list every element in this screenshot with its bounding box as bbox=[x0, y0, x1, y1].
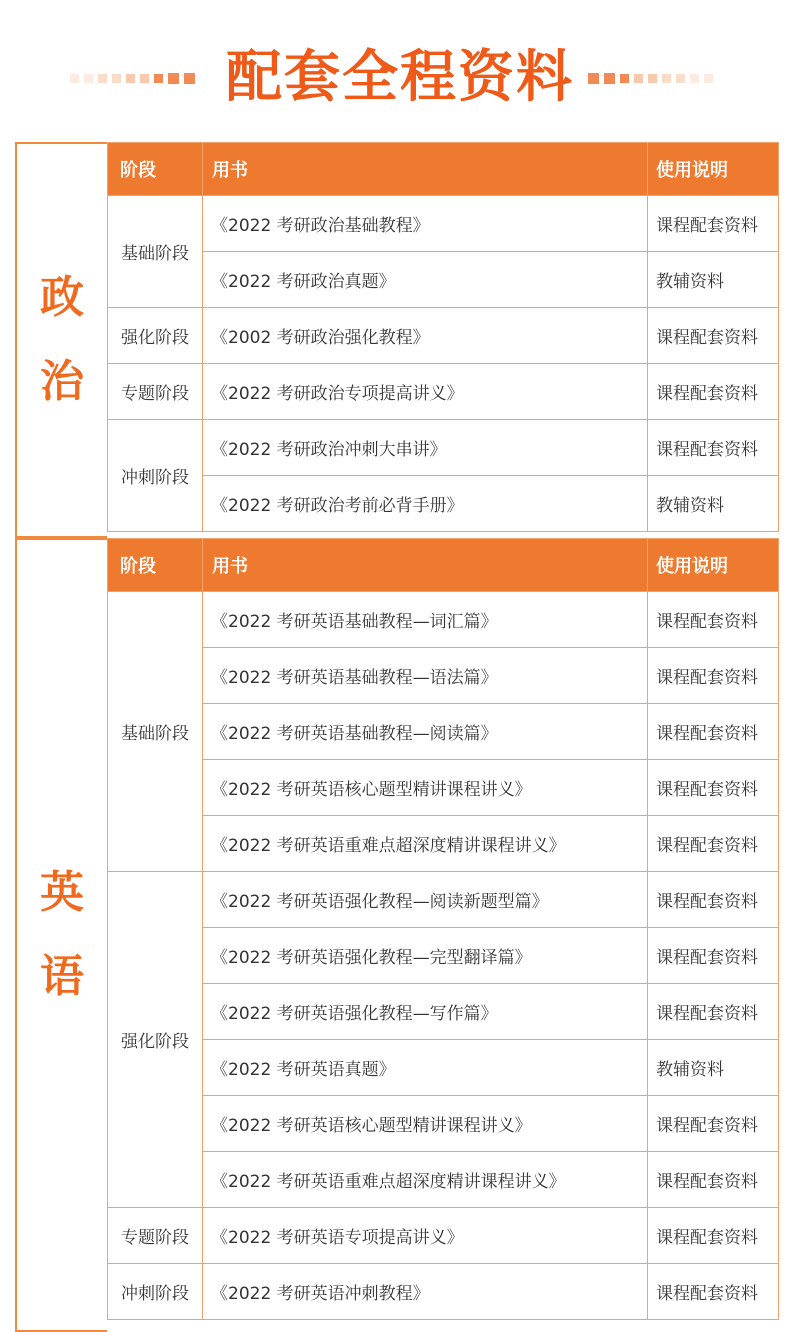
stage-cell: 冲刺阶段 bbox=[108, 1264, 203, 1320]
header-stage: 阶段 bbox=[108, 539, 203, 592]
stage-cell: 冲刺阶段 bbox=[108, 420, 203, 532]
table-row bbox=[108, 1040, 779, 1096]
book-cell: 《2022 考研英语强化教程—阅读新题型篇》 bbox=[203, 872, 648, 928]
stage-cell: 基础阶段 bbox=[108, 196, 203, 308]
subject-label bbox=[15, 142, 107, 538]
table-row bbox=[108, 196, 779, 252]
usage-cell: 课程配套资料 bbox=[648, 648, 779, 704]
subject-char: 治 bbox=[40, 356, 84, 407]
book-cell: 《2022 考研英语基础教程—语法篇》 bbox=[203, 648, 648, 704]
table-row bbox=[108, 984, 779, 1040]
table-row bbox=[108, 648, 779, 704]
book-cell: 《2002 考研政治强化教程》 bbox=[203, 308, 648, 364]
header-usage: 使用说明 bbox=[648, 143, 779, 196]
header-usage: 使用说明 bbox=[648, 539, 779, 592]
book-cell: 《2022 考研政治专项提高讲义》 bbox=[203, 364, 648, 420]
politics-table bbox=[107, 142, 779, 532]
table-row bbox=[108, 1096, 779, 1152]
politics-section bbox=[15, 142, 778, 538]
english-section bbox=[15, 538, 778, 1332]
usage-cell: 教辅资料 bbox=[648, 476, 779, 532]
subject-label bbox=[15, 538, 107, 1332]
table-row bbox=[108, 420, 779, 476]
table-row bbox=[108, 476, 779, 532]
usage-cell: 课程配套资料 bbox=[648, 928, 779, 984]
page-title: 配套全程资料 bbox=[226, 45, 574, 110]
usage-cell: 课程配套资料 bbox=[648, 196, 779, 252]
table-row bbox=[108, 1264, 779, 1320]
stage-cell: 专题阶段 bbox=[108, 1208, 203, 1264]
stage-cell: 强化阶段 bbox=[108, 872, 203, 1208]
book-cell: 《2022 考研英语真题》 bbox=[203, 1040, 648, 1096]
subject-char: 语 bbox=[40, 951, 84, 1002]
book-cell: 《2022 考研英语专项提高讲义》 bbox=[203, 1208, 648, 1264]
usage-cell: 课程配套资料 bbox=[648, 592, 779, 648]
book-cell: 《2022 考研英语基础教程—词汇篇》 bbox=[203, 592, 648, 648]
table-row bbox=[108, 592, 779, 648]
usage-cell: 课程配套资料 bbox=[648, 760, 779, 816]
book-cell: 《2022 考研英语重难点超深度精讲课程讲义》 bbox=[203, 816, 648, 872]
usage-cell: 教辅资料 bbox=[648, 1040, 779, 1096]
stage-cell: 基础阶段 bbox=[108, 592, 203, 872]
table-header-row bbox=[108, 143, 779, 196]
subject-char: 英 bbox=[40, 867, 84, 918]
usage-cell: 课程配套资料 bbox=[648, 1096, 779, 1152]
stage-cell: 强化阶段 bbox=[108, 308, 203, 364]
usage-cell: 课程配套资料 bbox=[648, 1208, 779, 1264]
usage-cell: 课程配套资料 bbox=[648, 984, 779, 1040]
decor-dots-right bbox=[588, 66, 713, 90]
book-cell: 《2022 考研英语重难点超深度精讲课程讲义》 bbox=[203, 1152, 648, 1208]
header-stage: 阶段 bbox=[108, 143, 203, 196]
book-cell: 《2022 考研英语核心题型精讲课程讲义》 bbox=[203, 1096, 648, 1152]
book-cell: 《2022 考研英语强化教程—完型翻译篇》 bbox=[203, 928, 648, 984]
table-header-row bbox=[108, 539, 779, 592]
table-row bbox=[108, 816, 779, 872]
table-row bbox=[108, 704, 779, 760]
book-cell: 《2022 考研政治基础教程》 bbox=[203, 196, 648, 252]
book-cell: 《2022 考研英语冲刺教程》 bbox=[203, 1264, 648, 1320]
header-book: 用书 bbox=[203, 143, 648, 196]
usage-cell: 课程配套资料 bbox=[648, 364, 779, 420]
table-row bbox=[108, 928, 779, 984]
usage-cell: 课程配套资料 bbox=[648, 816, 779, 872]
table-row bbox=[108, 364, 779, 420]
page-header bbox=[0, 0, 800, 142]
subject-char: 政 bbox=[40, 272, 84, 323]
header-book: 用书 bbox=[203, 539, 648, 592]
usage-cell: 课程配套资料 bbox=[648, 1264, 779, 1320]
usage-cell: 课程配套资料 bbox=[648, 308, 779, 364]
book-cell: 《2022 考研英语核心题型精讲课程讲义》 bbox=[203, 760, 648, 816]
table-row bbox=[108, 252, 779, 308]
table-row bbox=[108, 308, 779, 364]
stage-cell: 专题阶段 bbox=[108, 364, 203, 420]
table-row bbox=[108, 1208, 779, 1264]
book-cell: 《2022 考研政治考前必背手册》 bbox=[203, 476, 648, 532]
book-cell: 《2022 考研英语强化教程—写作篇》 bbox=[203, 984, 648, 1040]
usage-cell: 教辅资料 bbox=[648, 252, 779, 308]
table-row bbox=[108, 1152, 779, 1208]
book-cell: 《2022 考研政治真题》 bbox=[203, 252, 648, 308]
usage-cell: 课程配套资料 bbox=[648, 872, 779, 928]
table-row bbox=[108, 760, 779, 816]
usage-cell: 课程配套资料 bbox=[648, 420, 779, 476]
book-cell: 《2022 考研政治冲刺大串讲》 bbox=[203, 420, 648, 476]
book-cell: 《2022 考研英语基础教程—阅读篇》 bbox=[203, 704, 648, 760]
usage-cell: 课程配套资料 bbox=[648, 1152, 779, 1208]
english-table bbox=[107, 538, 779, 1320]
table-row bbox=[108, 872, 779, 928]
usage-cell: 课程配套资料 bbox=[648, 704, 779, 760]
